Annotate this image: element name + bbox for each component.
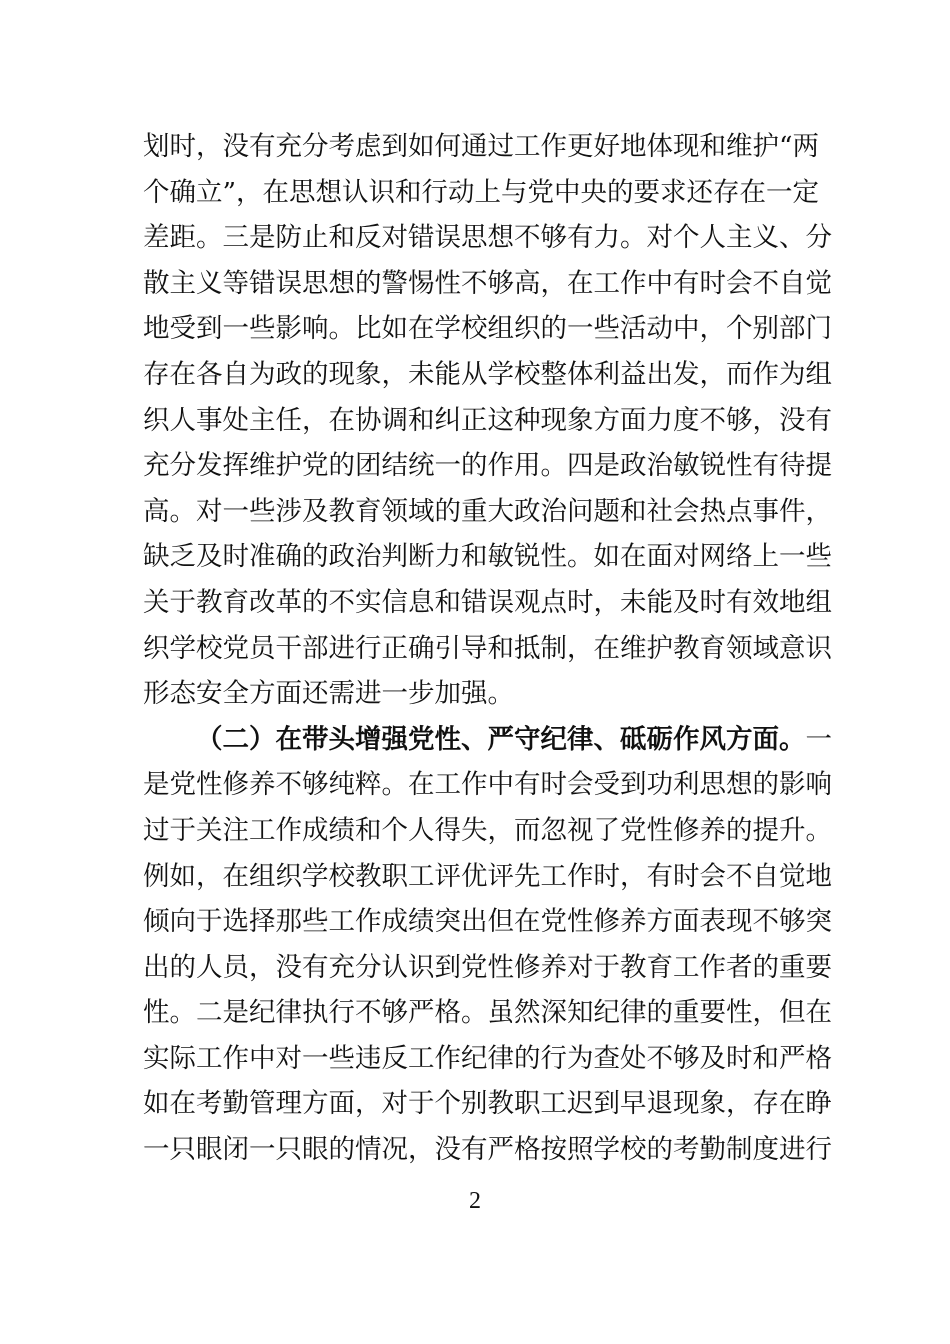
text-line: 实际工作中对一些违反工作纪律的行为查处不够及时和严格 (143, 1042, 832, 1074)
body-text (143, 124, 832, 1173)
text-line: 高。对一些涉及教育领域的重大政治问题和社会热点事件， (143, 495, 832, 527)
text-line: 充分发挥维护党的团结统一的作用。四是政治敏锐性有待提 (143, 450, 832, 482)
text-line: 如在考勤管理方面，对于个别教职工迟到早退现象，存在睁 (143, 1088, 832, 1120)
text-line: 地受到一些影响。比如在学校组织的一些活动中，个别部门 (143, 313, 832, 345)
text-line: 织学校党员干部进行正确引导和抵制，在维护教育领域意识 (143, 632, 832, 664)
page-number: 2 (469, 1188, 481, 1214)
text-line: 例如，在组织学校教职工评优评先工作时，有时会不自觉地 (143, 860, 832, 892)
text-line: 关于教育改革的不实信息和错误观点时，未能及时有效地组 (143, 586, 832, 618)
section-heading: （二）在带头增强党性、严守纪律、砥砺作风方面。 (196, 723, 806, 755)
text-line: 存在各自为政的现象，未能从学校整体利益出发，而作为组 (143, 358, 832, 390)
text-line: 出的人员，没有充分认识到党性修养对于教育工作者的重要 (143, 951, 832, 983)
text-line: 划时，没有充分考虑到如何通过工作更好地体现和维护“两 (143, 131, 820, 162)
text-line: 缺乏及时准确的政治判断力和敏锐性。如在面对网络上一些 (143, 541, 832, 573)
text-line: 是党性修养不够纯粹。在工作中有时会受到功利思想的影响 (143, 769, 832, 801)
section-heading-line (143, 717, 832, 763)
text-line: 一只眼闭一只眼的情况，没有严格按照学校的考勤制度进行 (143, 1134, 832, 1166)
text-line: 个确立”，在思想认识和行动上与党中央的要求还存在一定 (143, 176, 820, 208)
text-line: 差距。三是防止和反对错误思想不够有力。对个人主义、分 (143, 222, 832, 254)
text-line: 织人事处主任，在协调和纠正这种现象方面力度不够，没有 (143, 404, 832, 436)
text-line: 散主义等错误思想的警惕性不够高，在工作中有时会不自觉 (143, 267, 832, 299)
text-line: 性。二是纪律执行不够严格。虽然深知纪律的重要性，但在 (143, 997, 832, 1029)
section-heading-tail: 一 (805, 723, 832, 755)
text-line: 过于关注工作成绩和个人得失，而忽视了党性修养的提升。 (143, 814, 832, 846)
text-line: 形态安全方面还需进一步加强。 (143, 678, 514, 710)
text-line: 倾向于选择那些工作成绩突出但在党性修养方面表现不够突 (143, 906, 832, 938)
